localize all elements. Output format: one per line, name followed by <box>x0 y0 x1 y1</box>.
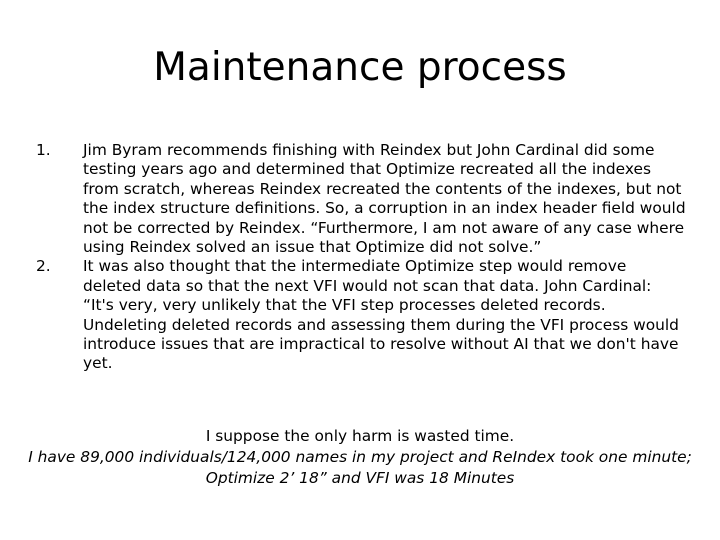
footer-line-1: I suppose the only harm is wasted time. <box>205 427 515 445</box>
list-item <box>36 141 686 257</box>
list-item <box>36 257 686 373</box>
list-item-text: Jim Byram recommends finishing with Reindex but John Cardinal did some testing years ago and determined that Optimize recreated all the indexes from scratch, whereas Reindex recreated the contents of the indexes, but not the index structure definitions. So, a corruption in an index header field would not be corrected by Reindex. “Furthermore, I am not aware of any case where using Reindex solved an issue that Optimize did not solve.” <box>83 141 686 257</box>
footer-note <box>0 426 720 489</box>
slide-title: Maintenance process <box>153 45 567 90</box>
numbered-list <box>36 141 686 374</box>
list-item-number: 2. <box>36 257 51 276</box>
list-item-text: It was also thought that the intermediate Optimize step would remove deleted data so that the next VFI would not scan that data. John Cardinal: “It's very, very unlikely that the VFI step processes deleted records. Undeleting deleted records and assessing them during the VFI process would introduce issues that are impractical to resolve without AI that we don't have yet. <box>83 257 679 373</box>
list-item-number: 1. <box>36 141 51 159</box>
footer-line-2: I have 89,000 individuals/124,000 names in my project and ReIndex took one minute; Optimize 2’ 18” and VFI was 18 Minutes <box>28 448 692 487</box>
